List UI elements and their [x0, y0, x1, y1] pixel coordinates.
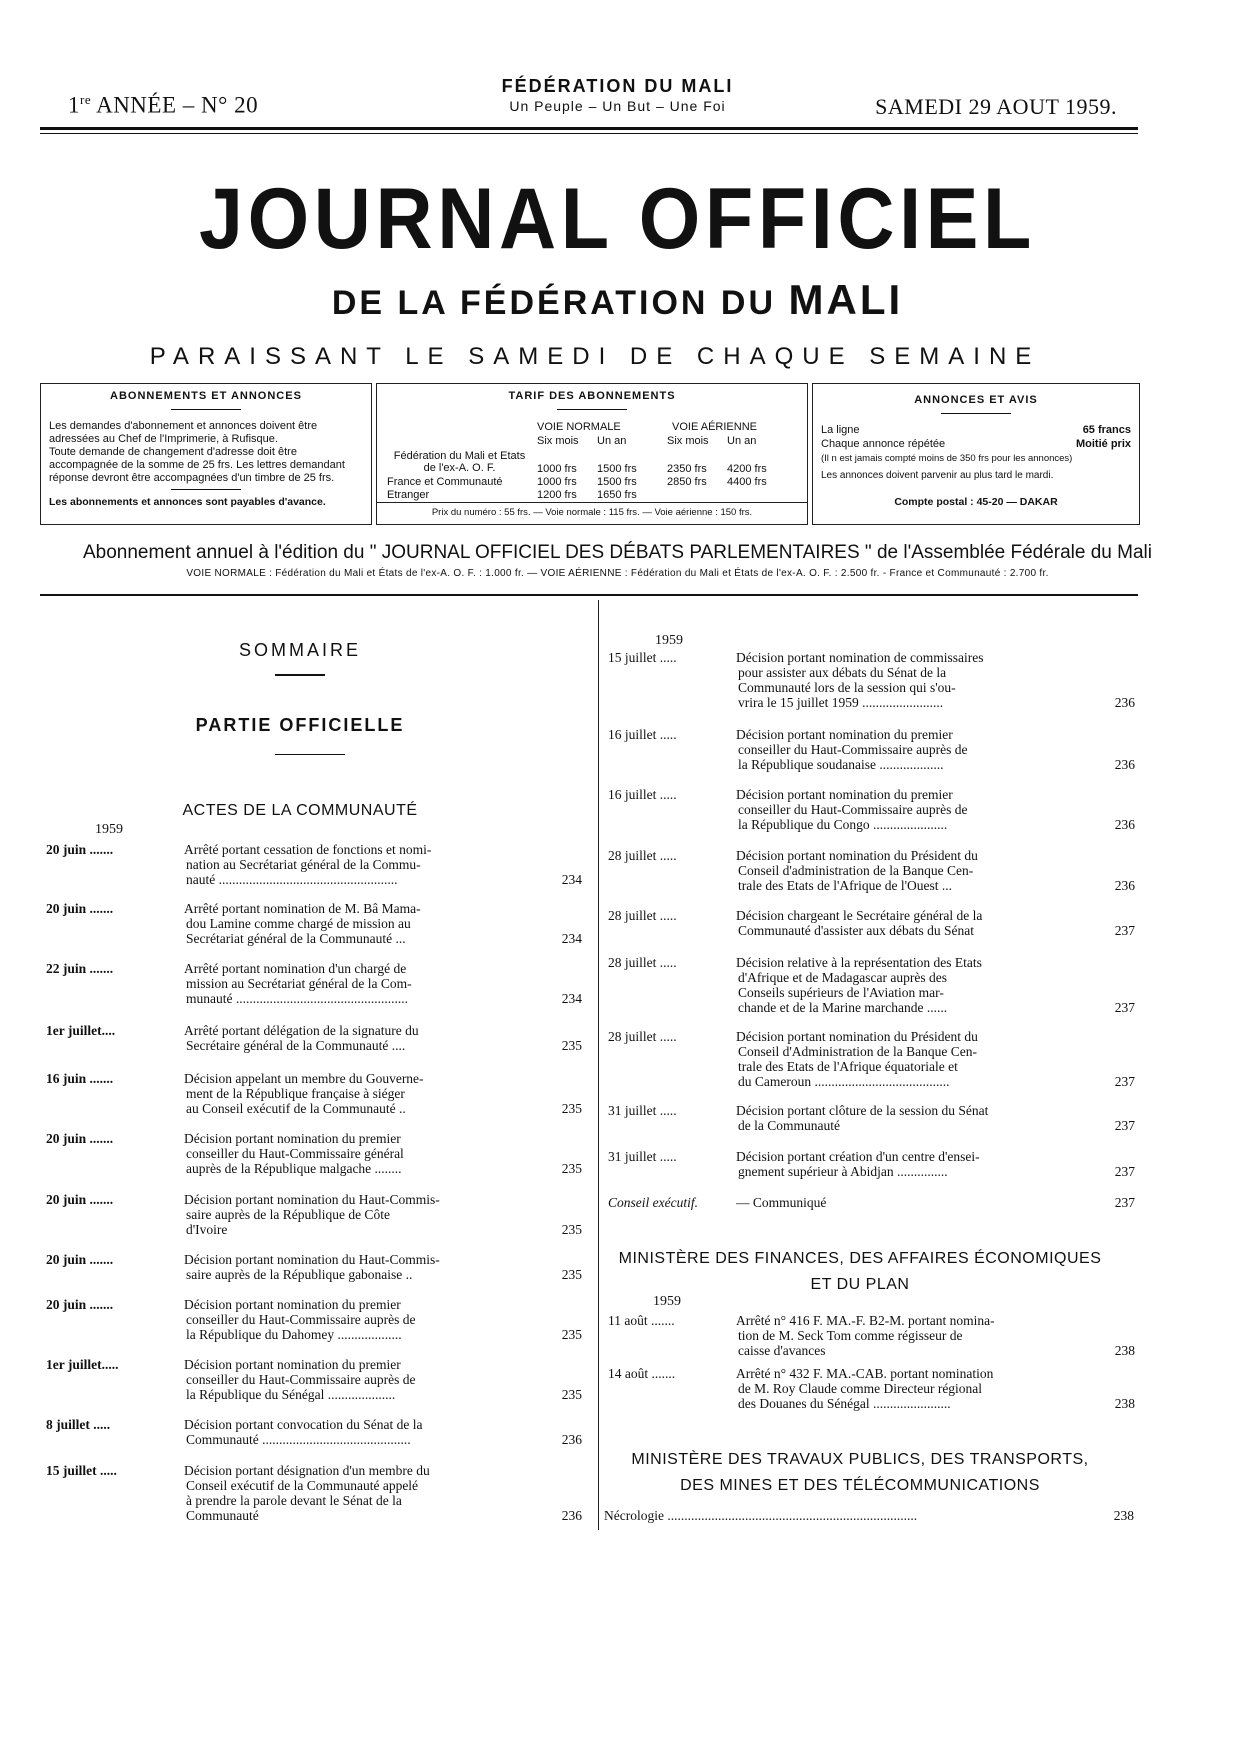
- toc-page-number: 235: [561, 1101, 582, 1116]
- year-label-left: 1959: [95, 822, 123, 837]
- announcements-box: [812, 383, 1140, 525]
- partie-officielle: PARTIE OFFICIELLE: [195, 715, 405, 735]
- toc-line: munauté ...................................................: [186, 991, 408, 1006]
- debates-subscription: Abonnement annuel à l'édition du " JOURNAL OFFICIEL DES DÉBATS PARLEMENTAIRES " de l'Assemblée Fédérale du Mali: [82, 542, 1152, 563]
- toc-line: Décision relative à la représentation des Etats: [736, 955, 982, 970]
- subscriptions-payable: Les abonnements et annonces sont payables d'avance.: [49, 496, 326, 508]
- toc-line: pour assister aux débats du Sénat de la: [738, 665, 947, 680]
- sommaire-rule: [275, 674, 325, 676]
- toc-line: Arrêté portant cessation de fonctions et nomi-: [184, 842, 432, 857]
- toc-entry: [46, 901, 582, 946]
- toc-date: 28 juillet .....: [608, 1029, 677, 1044]
- top-rule-thin: [40, 133, 1138, 134]
- toc-line: trale des Etats de l'Afrique équatoriale et: [738, 1059, 958, 1074]
- toc-line: Secrétariat général de la Communauté ...: [186, 931, 406, 946]
- toc-entry: [46, 1252, 582, 1282]
- toc-date: 15 juillet .....: [608, 650, 677, 665]
- toc-date: 16 juin .......: [46, 1071, 114, 1086]
- section-ministere-travaux: MINISTÈRE DES TRAVAUX PUBLICS, DES TRANSPORTS, DES MINES ET DES TÉLÉCOMMUNICATIONS: [631, 1451, 1089, 1494]
- toc-line: du Cameroun ........................................: [738, 1074, 950, 1089]
- toc-line: conseiller du Haut-Commissaire général: [186, 1146, 404, 1161]
- toc-line: nauté .....................................................: [186, 872, 398, 887]
- toc-line: Décision portant nomination du premier: [736, 727, 953, 742]
- toc-page-number: 235: [561, 1161, 582, 1176]
- toc-page-number: 238: [1114, 1396, 1135, 1411]
- toc-description: [184, 1023, 539, 1053]
- toc-page-number: 235: [561, 1038, 582, 1053]
- toc-date: 20 juin .......: [46, 1131, 114, 1146]
- toc-description: [736, 1029, 1091, 1089]
- toc-entry: [46, 961, 582, 1006]
- toc-line: Arrêté portant nomination de M. Bâ Mama-: [184, 901, 421, 916]
- toc-page-number: 236: [561, 1508, 582, 1523]
- toc-line: mission au Secrétariat général de la Com-: [186, 976, 412, 991]
- toc-description: [736, 727, 1091, 772]
- toc-date: Conseil exécutif.: [608, 1195, 698, 1210]
- toc-line: Décision portant désignation d'un membre du: [184, 1463, 430, 1478]
- toc-line: la République du Sénégal ....................: [186, 1387, 396, 1402]
- toc-page-number: 236: [1114, 878, 1135, 893]
- toc-description: [184, 961, 539, 1006]
- toc-line: saire auprès de la République de Côte: [186, 1207, 390, 1222]
- toc-line: de la Communauté: [738, 1118, 840, 1133]
- ann-line-value: 65 francs: [1082, 424, 1131, 436]
- toc-date: 8 juillet .....: [46, 1417, 111, 1432]
- rates-row-etranger: Etranger 1200 frs 1650 frs: [387, 489, 637, 501]
- toc-description: [736, 1103, 1091, 1133]
- toc-description: [184, 1131, 539, 1176]
- toc-entry: [608, 908, 1135, 938]
- toc-page-number: 236: [561, 1432, 582, 1447]
- toc-description: [736, 955, 1091, 1015]
- toc-page-number: 237: [1114, 1118, 1135, 1133]
- toc-page-number: 235: [561, 1387, 582, 1402]
- toc-description: [184, 901, 539, 946]
- toc-line: dou Lamine comme chargé de mission au: [186, 916, 411, 931]
- toc-description: [184, 1071, 539, 1116]
- ann-line-label: La ligne: [821, 424, 860, 436]
- toc-page-number: 237: [1114, 1074, 1135, 1089]
- toc-line: Arrêté n° 432 F. MA.-CAB. portant nomination: [736, 1366, 994, 1381]
- rates-row-france: France et Communauté 1000 frs 1500 frs 2850 frs 4400 frs: [387, 476, 767, 488]
- toc-line: Décision portant nomination du premier: [184, 1297, 401, 1312]
- toc-line: d'Afrique et de Madagascar auprès des: [738, 970, 947, 985]
- sommaire-title: SOMMAIRE: [238, 640, 361, 660]
- rates-voie-normale: VOIE NORMALE: [537, 421, 621, 433]
- toc-date: 28 juillet .....: [608, 908, 677, 923]
- rates-six-mois-a: Six mois: [667, 435, 709, 447]
- toc-date: 16 juillet .....: [608, 727, 677, 742]
- toc-page-number: 238: [1114, 1343, 1135, 1358]
- toc-date: 11 août .......: [608, 1313, 675, 1328]
- column-divider: [598, 600, 599, 1530]
- toc-line: Décision portant convocation du Sénat de la: [184, 1417, 423, 1432]
- toc-entry: [46, 1192, 582, 1237]
- toc-line: Communauté lors de la session qui s'ou-: [738, 680, 956, 695]
- toc-entry: [46, 1357, 582, 1402]
- toc-line: au Conseil exécutif de la Communauté ..: [186, 1101, 406, 1116]
- toc-line: Décision portant création d'un centre d'ensei-: [736, 1149, 980, 1164]
- toc-entry: [46, 1023, 582, 1053]
- toc-entry: [46, 842, 582, 887]
- ann-note: (Il n est jamais compté moins de 350 frs pour les annonces): [821, 453, 1073, 464]
- toc-page-number: 237: [1114, 1000, 1135, 1015]
- toc-description: [736, 1195, 1091, 1210]
- toc-date: 20 juin .......: [46, 1297, 114, 1312]
- toc-date: 1er juillet.....: [46, 1357, 119, 1372]
- issue-date: SAMEDI 29 AOUT 1959.: [875, 94, 1117, 119]
- toc-entry: [46, 1131, 582, 1176]
- toc-entry: [46, 1417, 582, 1447]
- toc-description: [184, 1192, 539, 1237]
- toc-entry: [608, 787, 1135, 832]
- toc-date: 14 août .......: [608, 1366, 676, 1381]
- toc-date: 22 juin .......: [46, 961, 114, 976]
- masthead-title: JOURNAL OFFICIEL: [199, 171, 1036, 267]
- toc-line: Arrêté n° 416 F. MA.-F. B2-M. portant nomina-: [736, 1313, 995, 1328]
- toc-entry: [608, 1313, 1135, 1358]
- toc-date: 28 juillet .....: [608, 848, 677, 863]
- issue-number: 1re ANNÉE – N° 20: [68, 92, 259, 118]
- toc-line: conseiller du Haut-Commissaire auprès de: [186, 1312, 416, 1327]
- toc-line: chande et de la Marine marchande ......: [738, 1000, 948, 1015]
- toc-line: saire auprès de la République gabonaise ..: [186, 1267, 413, 1282]
- toc-entry: [46, 1463, 582, 1523]
- toc-line: de M. Roy Claude comme Directeur régional: [738, 1381, 983, 1396]
- toc-entry: [608, 955, 1135, 1015]
- toc-entry: [608, 1103, 1135, 1133]
- toc-line: conseiller du Haut-Commissaire auprès de: [738, 802, 968, 817]
- rates-un-an-n: Un an: [597, 435, 627, 447]
- toc-line: Communauté ............................................: [186, 1432, 411, 1447]
- abonnement-rule: [40, 594, 1138, 596]
- toc-line: conseiller du Haut-Commissaire auprès de: [738, 742, 968, 757]
- toc-line: Conseils supérieurs de l'Aviation mar-: [738, 985, 944, 1000]
- toc-line: la République du Dahomey ...................: [186, 1327, 402, 1342]
- toc-page-number: 235: [561, 1327, 582, 1342]
- toc-page-number: 237: [1114, 1195, 1135, 1210]
- toc-line: Arrêté portant délégation de la signature du: [184, 1023, 419, 1038]
- toc-line: Décision portant nomination du Président du: [736, 1029, 978, 1044]
- toc-description: [184, 842, 539, 887]
- toc-page-number: 234: [561, 872, 582, 887]
- toc-date: 31 juillet .....: [608, 1103, 677, 1118]
- toc-line: Secrétaire général de la Communauté ....: [186, 1038, 406, 1053]
- debates-subscription-rates: VOIE NORMALE : Fédération du Mali et États de l'ex-A. O. F. : 1.000 fr. — VOIE AÉRIENNE : Fédération du Mali et États de l'ex-A. O. F. : 2.500 fr. - France et Communauté : 2.700 fr.: [186, 568, 1049, 579]
- toc-entry: [608, 1195, 1135, 1210]
- toc-line: Conseil d'Administration de la Banque Cen-: [738, 1044, 978, 1059]
- toc-page-number: 235: [561, 1267, 582, 1282]
- rates-box: [376, 383, 808, 525]
- toc-line: Décision portant clôture de la session du Sénat: [736, 1103, 989, 1118]
- toc-description: [736, 650, 1091, 710]
- section-ministere-finances: MINISTÈRE DES FINANCES, DES AFFAIRES ÉCONOMIQUES ET DU PLAN: [618, 1250, 1102, 1293]
- year-label-finances: 1959: [653, 1294, 681, 1309]
- toc-date: 28 juillet .....: [608, 955, 677, 970]
- toc-entry: [608, 727, 1135, 772]
- toc-line: Décision portant nomination de commissaires: [736, 650, 984, 665]
- rates-title: TARIF DES ABONNEMENTS: [508, 390, 676, 402]
- toc-line: des Douanes du Sénégal .......................: [738, 1396, 951, 1411]
- toc-page-number: 235: [561, 1222, 582, 1237]
- toc-description: [184, 1252, 539, 1282]
- toc-date: 20 juin .......: [46, 1192, 114, 1207]
- toc-page-number: 236: [1114, 695, 1135, 710]
- federation-motto: Un Peuple – Un But – Une Foi: [509, 98, 726, 114]
- toc-line: Communauté d'assister aux débats du Sénat: [738, 923, 975, 938]
- toc-line: d'Ivoire: [186, 1222, 228, 1237]
- toc-line: trale des Etats de l'Afrique de l'Ouest ...: [738, 878, 953, 893]
- toc-entry: [608, 1366, 1135, 1411]
- toc-entry: [608, 1149, 1135, 1179]
- section-actes-communaute: ACTES DE LA COMMUNAUTÉ: [182, 802, 418, 819]
- toc-line: Décision portant nomination du Haut-Commis-: [184, 1192, 440, 1207]
- toc-line: conseiller du Haut-Commissaire auprès de: [186, 1372, 416, 1387]
- toc-line: tion de M. Seck Tom comme régisseur de: [738, 1328, 963, 1343]
- toc-description: [184, 1297, 539, 1342]
- toc-line: Conseil d'administration de la Banque Cen-: [738, 863, 974, 878]
- toc-page-number: 234: [561, 931, 582, 946]
- toc-line: la République soudanaise ...................: [738, 757, 944, 772]
- ann-repeat-value: Moitié prix: [1075, 438, 1131, 450]
- toc-line: Décision chargeant le Secrétaire général de la: [736, 908, 983, 923]
- toc-description: [736, 908, 1091, 938]
- rates-footer: Prix du numéro : 55 frs. — Voie normale : 115 frs. — Voie aérienne : 150 frs.: [431, 507, 753, 518]
- masthead-subtitle: DE LA FÉDÉRATION DU MALI: [331, 276, 904, 323]
- toc-date: 16 juillet .....: [608, 787, 677, 802]
- toc-description: [736, 1313, 1091, 1358]
- ann-compte-postal: Compte postal : 45-20 — DAKAR: [894, 496, 1058, 508]
- toc-description: [736, 848, 1091, 893]
- toc-description: [736, 787, 1091, 832]
- toc-page-number: 237: [1114, 1164, 1135, 1179]
- announcements-title: ANNONCES ET AVIS: [914, 394, 1038, 406]
- toc-entry: [608, 1029, 1135, 1089]
- toc-line: Décision portant nomination du premier: [184, 1131, 401, 1146]
- federation-name: FÉDÉRATION DU MALI: [501, 76, 734, 96]
- toc-line: Décision portant nomination du Haut-Commis-: [184, 1252, 440, 1267]
- publication-frequency: PARAISSANT LE SAMEDI DE CHAQUE SEMAINE: [149, 343, 1041, 370]
- toc-description: [736, 1366, 1091, 1411]
- toc-line: Décision portant nomination du premier: [184, 1357, 401, 1372]
- toc-description: [184, 1357, 539, 1402]
- toc-line: Décision portant nomination du Président du: [736, 848, 978, 863]
- toc-line: ment de la République française à siéger: [186, 1086, 405, 1101]
- toc-line: Décision appelant un membre du Gouverne-: [184, 1071, 424, 1086]
- toc-line: la République du Congo ......................: [738, 817, 948, 832]
- toc-entry: [46, 1071, 582, 1116]
- toc-line: vrira le 15 juillet 1959 ........................: [738, 695, 944, 710]
- toc-date: 31 juillet .....: [608, 1149, 677, 1164]
- toc-page-number: 234: [561, 991, 582, 1006]
- partie-rule: [275, 754, 345, 755]
- rates-six-mois-n: Six mois: [537, 435, 579, 447]
- toc-date: 20 juin .......: [46, 1252, 114, 1267]
- subscriptions-title: ABONNEMENTS ET ANNONCES: [110, 390, 302, 402]
- toc-line: Conseil exécutif de la Communauté appelé: [186, 1478, 419, 1493]
- toc-line: gnement supérieur à Abidjan ...............: [738, 1164, 948, 1179]
- subscriptions-address: Les demandes d'abonnement et annonces doivent être adressées au Chef de l'Imprimerie, à Rufisque.: [49, 420, 318, 445]
- toc-line: Décision portant nomination du premier: [736, 787, 953, 802]
- rates-un-an-a: Un an: [727, 435, 757, 447]
- toc-date: 20 juin .......: [46, 842, 114, 857]
- toc-line: Communauté: [186, 1508, 259, 1523]
- toc-line: auprès de la République malgache ........: [186, 1161, 402, 1176]
- toc-date: 1er juillet....: [46, 1023, 116, 1038]
- toc-line: nation au Secrétariat général de la Commu-: [186, 857, 421, 872]
- ann-deadline: Les annonces doivent parvenir au plus tard le mardi.: [821, 470, 1054, 481]
- toc-page-number: 236: [1114, 817, 1135, 832]
- toc-description: [736, 1149, 1091, 1179]
- rates-row-federation: Fédération du Mali et Etats de l'ex-A. O. F. 1000 frs 1500 frs 2350 frs 4200 frs: [393, 450, 767, 475]
- toc-page-number: 237: [1114, 923, 1135, 938]
- toc-page-number: 236: [1114, 757, 1135, 772]
- toc-description: [184, 1463, 539, 1523]
- toc-line: caisse d'avances: [738, 1343, 826, 1358]
- toc-line: à prendre la parole devant le Sénat de la: [186, 1493, 402, 1508]
- toc-entry: [608, 848, 1135, 893]
- subscriptions-box: [40, 383, 372, 525]
- toc-date: 15 juillet .....: [46, 1463, 117, 1478]
- year-label-right: 1959: [655, 633, 683, 648]
- toc-date: 20 juin .......: [46, 901, 114, 916]
- rates-voie-aerienne: VOIE AÉRIENNE: [672, 421, 757, 433]
- toc-line: Arrêté portant nomination d'un chargé de: [184, 961, 407, 976]
- toc-entry: [46, 1297, 582, 1342]
- toc-line: — Communiqué: [736, 1195, 827, 1210]
- toc-description: [184, 1417, 539, 1447]
- top-rule: [40, 127, 1138, 130]
- subscriptions-change: Toute demande de changement d'adresse doit être accompagnée de la somme de 25 frs. Les lettres demandant réponse devront être accompagnées d'un timbre de 25 frs.: [49, 446, 345, 484]
- necrologie-entry: Nécrologie .......................................................................... 238: [604, 1508, 1134, 1523]
- ann-repeat-label: Chaque annonce répétée: [821, 438, 946, 450]
- toc-entry: [608, 650, 1135, 710]
